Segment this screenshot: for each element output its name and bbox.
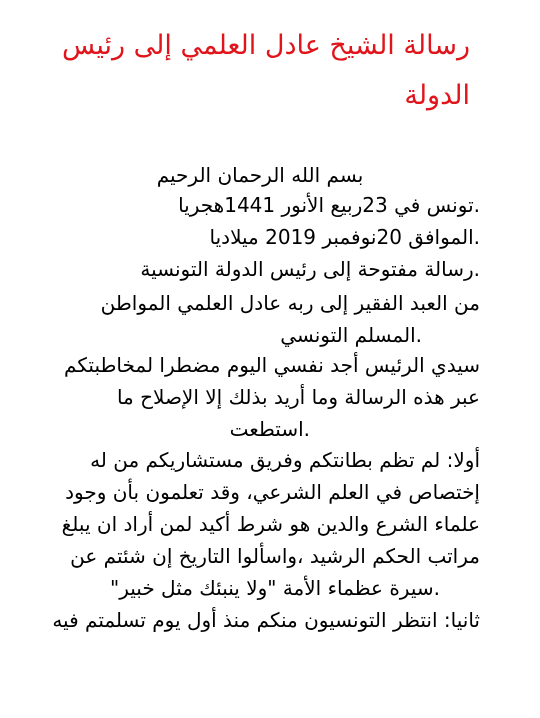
first-point-line-2: إختصاص في العلم الشرعي، وقد تعلمون بأن وجود — [65, 480, 480, 504]
body-paragraph-line-1: سيدي الرئيس أجد نفسي اليوم مضطرا لمخاطبتكم — [64, 353, 480, 377]
first-point-line-4: مراتب الحكم الرشيد ،واسألوا التاريخ إن شئتم عن — [70, 544, 480, 568]
gregorian-date-line: .الموافق 20نوفمبر 2019 ميلاديا — [209, 225, 480, 249]
body-paragraph-line-3: .استطعت — [229, 417, 310, 441]
basmala-line: بسم الله الرحمان الرحيم — [156, 163, 364, 187]
second-point-line-1: ثانيا: انتظر التونسيون منكم منذ أول يوم تسلمتم فيه — [52, 608, 480, 632]
letter-title-line-1: رسالة الشيخ عادل العلمي إلى رئيس — [61, 30, 470, 61]
first-point-line-3: علماء الشرع والدين هو شرط أكيد لمن أراد ان يبلغ — [61, 512, 480, 536]
letter-subject-line: .رسالة مفتوحة إلى رئيس الدولة التونسية — [140, 257, 480, 281]
first-point-line-1: أولا: لم تظم بطانتكم وفريق مستشاريكم من له — [90, 448, 480, 472]
sender-line-2: .المسلم التونسي — [280, 323, 422, 347]
hijri-date-line: .تونس في 23ربيع الأنور 1441هجريا — [178, 193, 480, 217]
sender-line-1: من العبد الفقير إلى ربه عادل العلمي المواطن — [100, 291, 480, 315]
body-paragraph-line-2: عبر هذه الرسالة وما أريد بذلك إلا الإصلاح ما — [116, 385, 480, 409]
letter-title-line-2: الدولة — [404, 80, 470, 111]
first-point-line-5: .سيرة عظماء الأمة "ولا ينبئك مثل خبير" — [110, 576, 440, 600]
